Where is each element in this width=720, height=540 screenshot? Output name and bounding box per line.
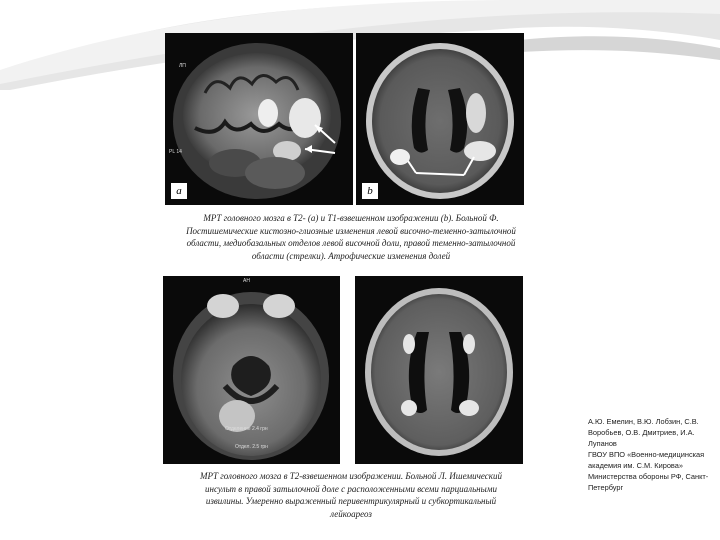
author-credits: А.Ю. Емелин, В.Ю. Лобзин, С.В. Воробьев, О.В. Дмитриев, И.А. Лупанов ГВОУ ВПО «Военно-медицинская академия им. С.М. Кирова» Министерства обороны РФ, Санкт-Петербург	[588, 417, 709, 492]
mri-panel-c	[163, 276, 340, 464]
figure2-caption: МРТ головного мозга в T2-взвешенном изображении. Больной Л. Ишемический инсульт в правой затылочной доле с расположенными всеми парциальными извилины. Умеренно выраженный перивентрикулярный и субкортикальный лейкоареоз	[200, 471, 502, 519]
marker-mid: Отделение 2.4 грн	[225, 426, 268, 432]
panel-a-scale-label: PL 14	[169, 149, 182, 155]
mri-panel-a	[165, 33, 353, 205]
mri-panel-d	[355, 276, 523, 464]
marker-low: Отдел. 2.5 грн	[235, 444, 268, 450]
marker-top: AH	[243, 278, 250, 284]
panel-b-letter: b	[362, 183, 378, 199]
figure1-caption: МРТ головного мозга в T2- (а) и T1-взвешенном изображении (b). Больной Ф. Постишемические кистозно-глиозные изменения левой височно-теменно-затылочной области, медиобазальных отделов левой височной доли, правой теменно-затылочной области (стрелки). Атрофические изменения долей	[186, 213, 516, 261]
panel-a-letter: а	[171, 183, 187, 199]
panel-a-tick-label: ЛП	[179, 63, 186, 69]
mri-panel-b	[356, 33, 524, 205]
